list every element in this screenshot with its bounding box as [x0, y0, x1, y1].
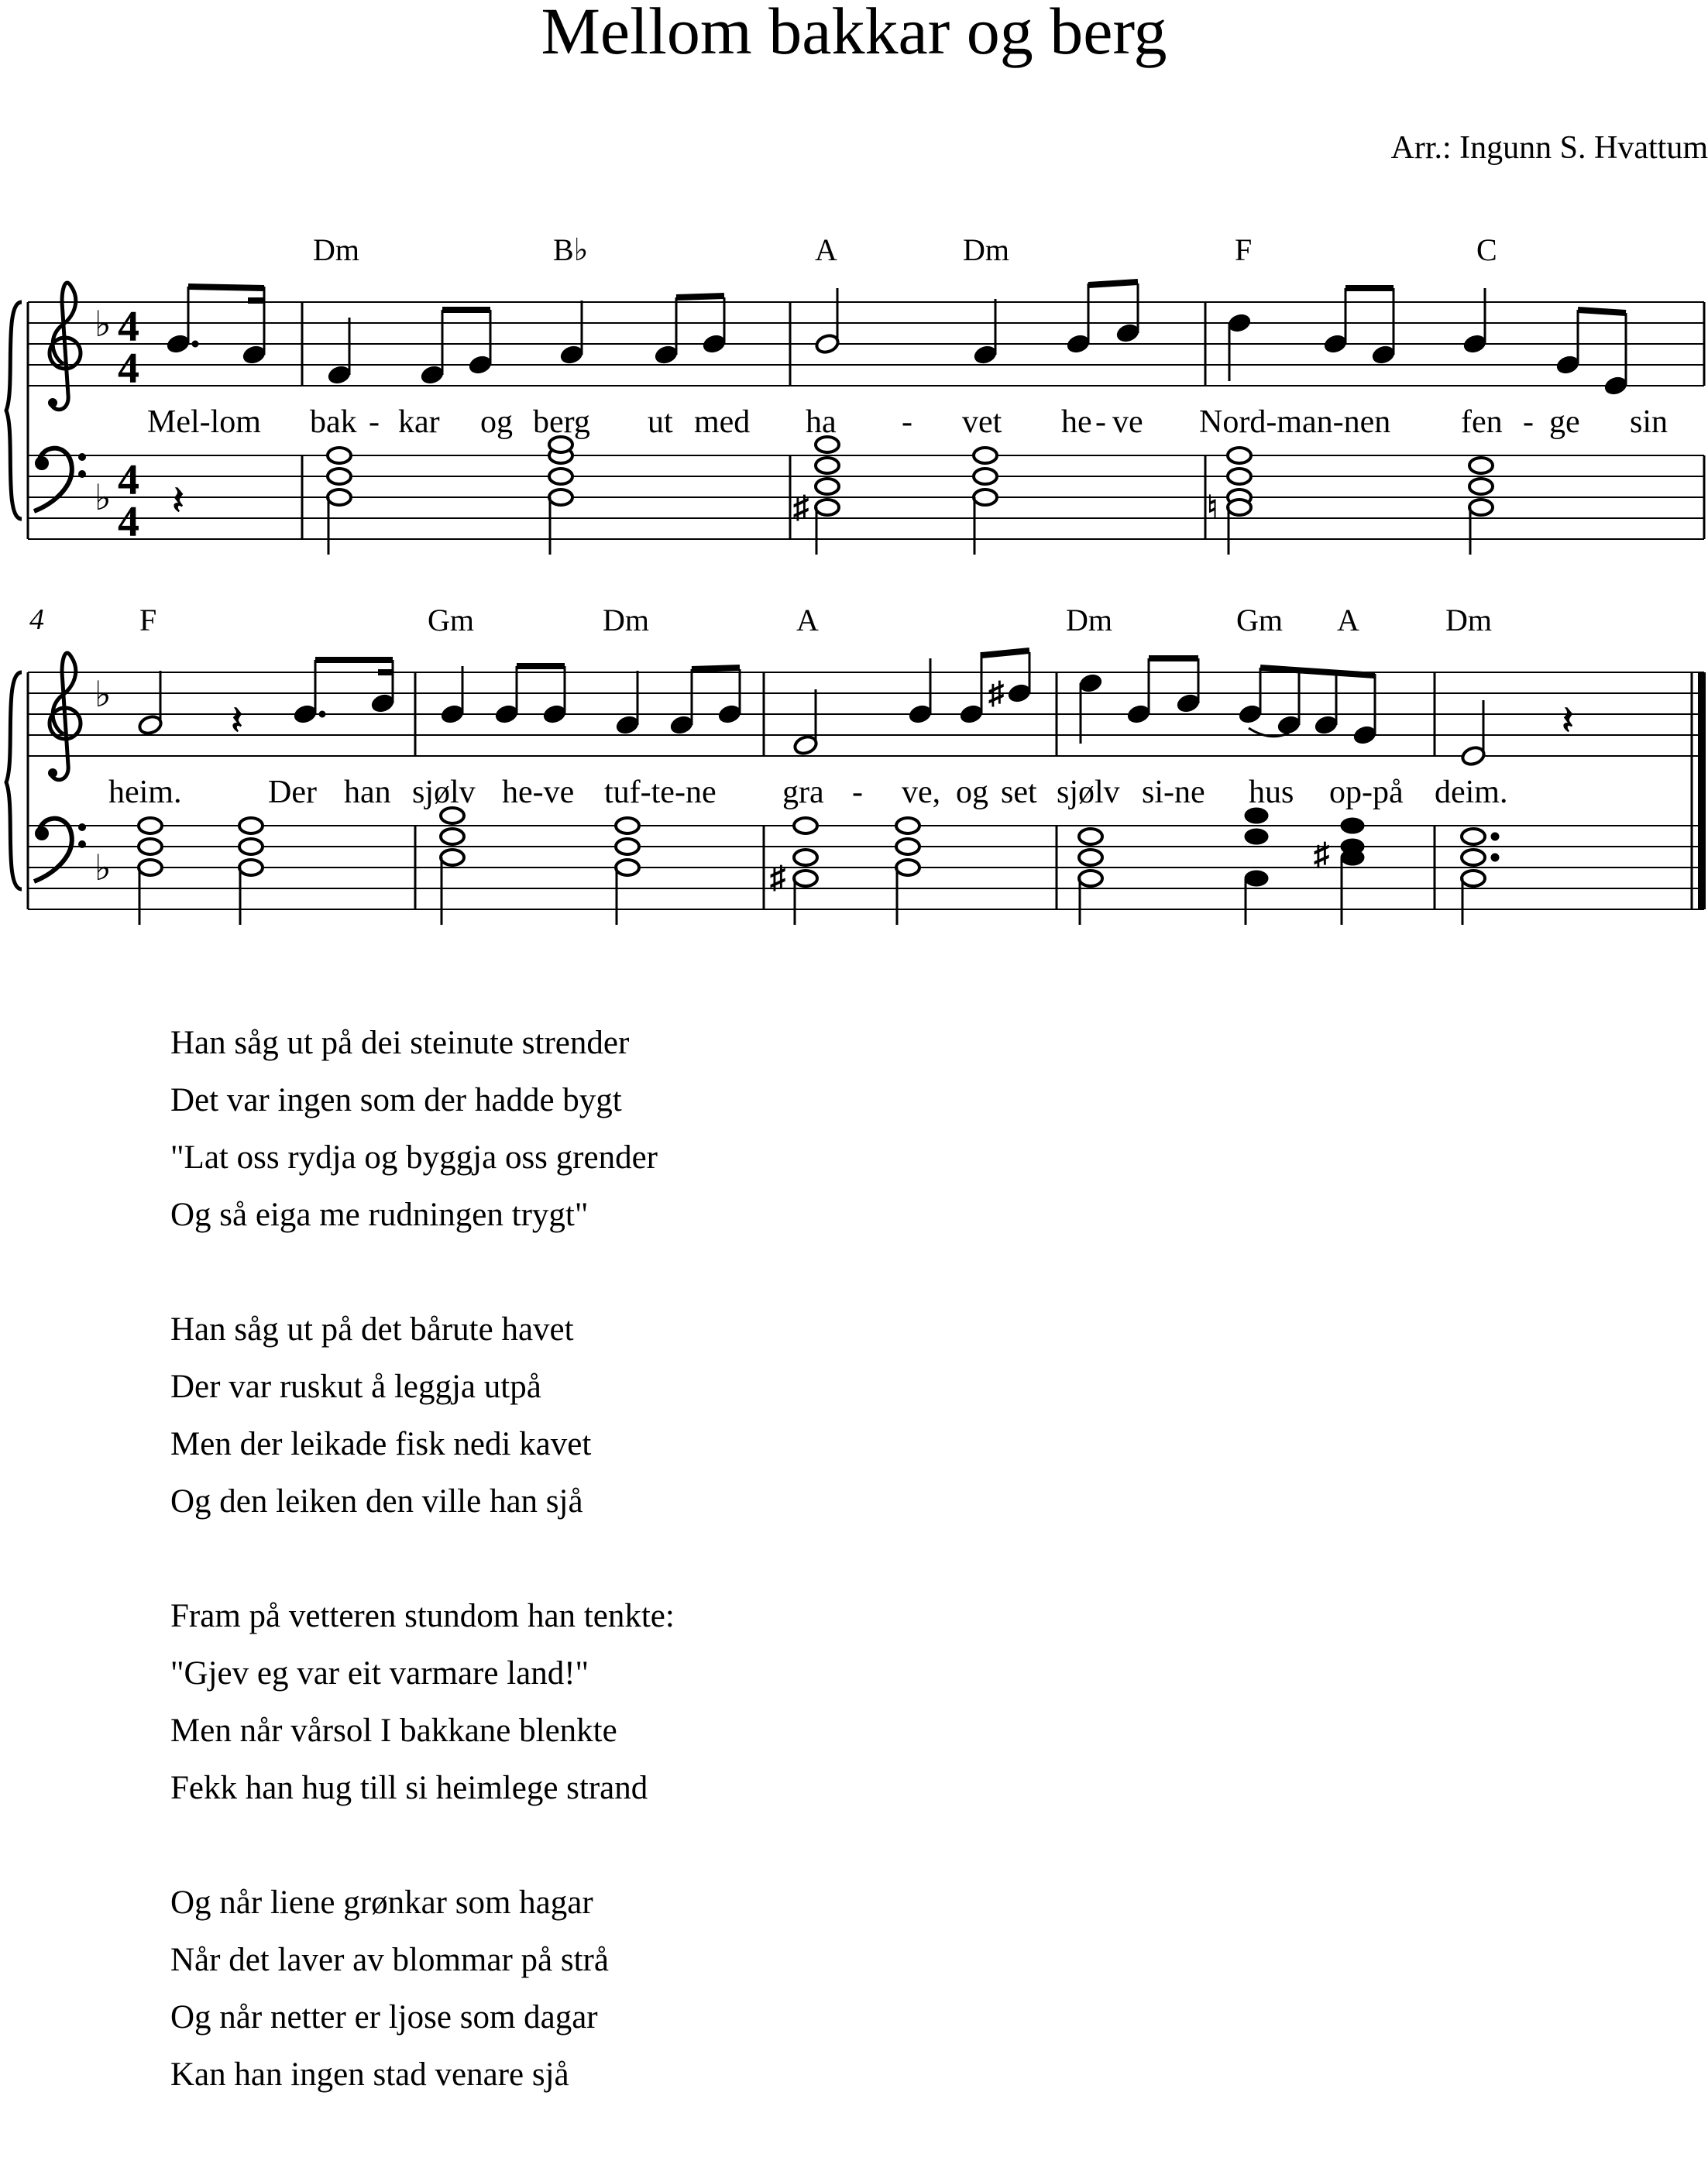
verse-line: "Gjev eg var eit varmare land!" — [170, 1655, 589, 1692]
chord-symbol: Gm — [1236, 603, 1283, 637]
lyric-syllable: he-ve — [502, 775, 575, 810]
verse-line: Han såg ut på det bårute havet — [170, 1311, 574, 1348]
verse-line: Fram på vetteren stundom han tenkte: — [170, 1598, 675, 1634]
chord-symbol: A — [815, 232, 837, 267]
lyric-syllable: gra — [782, 775, 824, 810]
verse-line: Han såg ut på dei steinute strender — [170, 1025, 630, 1061]
bass-staff — [28, 455, 1704, 539]
barlines — [28, 302, 1704, 539]
bass-chords — [172, 437, 1493, 555]
quarter-rest: 𝄽 — [1562, 699, 1574, 744]
verse-line: Fekk han hug till si heimlege strand — [170, 1770, 648, 1806]
lyric-syllable: han — [344, 775, 391, 810]
lyric-syllable: - — [369, 404, 380, 440]
lyric-syllable: he — [1061, 404, 1092, 440]
lyric-syllable: deim. — [1435, 775, 1508, 810]
treble-staff — [28, 302, 1704, 386]
lyric-syllable: sjølv — [412, 775, 476, 810]
staff-system-2 — [6, 603, 1706, 925]
chord-symbol: A — [1337, 603, 1359, 637]
stanza-4 — [170, 1588, 1332, 1817]
chord-symbol: Dm — [603, 603, 649, 637]
treble-staff — [28, 672, 1704, 756]
chord-symbol: F — [1235, 232, 1253, 267]
lyric-syllable: Nord-man-nen — [1199, 404, 1391, 440]
verse-line: Og så eiga me rudningen trygt" — [170, 1197, 589, 1233]
lyric-syllable: - — [852, 775, 863, 810]
chord-symbol: Dm — [1066, 603, 1112, 637]
svg-text:4: 4 — [118, 345, 139, 393]
verse-line: Men når vårsol I bakkane blenkte — [170, 1713, 617, 1749]
verse-line: Det var ingen som der hadde bygt — [170, 1082, 622, 1118]
stanza-3 — [170, 1301, 1332, 1531]
verse-line: Men der leikade fisk nedi kavet — [170, 1426, 592, 1462]
lyric-syllable: og — [480, 404, 513, 440]
lyric-syllable: kar — [398, 404, 440, 440]
sharp-sign: ♯ — [793, 490, 809, 524]
brace — [6, 302, 22, 519]
lyric-syllable: Der — [268, 775, 317, 810]
verse-line: Og når liene grønkar som hagar — [170, 1884, 593, 1921]
lyric-syllable: berg — [533, 404, 590, 440]
bass-staff — [28, 826, 1704, 909]
lyrics-line-1 — [147, 404, 1668, 440]
flat-sign: ♭ — [95, 478, 112, 517]
lyric-syllable: sin — [1630, 404, 1668, 440]
lyric-syllable: hus — [1249, 775, 1294, 810]
lyric-syllable: ve — [1112, 404, 1143, 440]
bass-clef — [34, 819, 86, 881]
lyric-syllable: tuf-te-ne — [604, 775, 717, 810]
svg-text:4: 4 — [118, 303, 139, 351]
lyric-syllable: ge — [1549, 404, 1580, 440]
chord-symbol: Dm — [313, 232, 359, 267]
chord-symbol: B♭ — [553, 232, 589, 267]
svg-text:4: 4 — [118, 456, 139, 504]
verse-line: "Lat oss rydja og byggja oss grender — [170, 1139, 658, 1176]
lyric-syllable: op-på — [1329, 775, 1404, 810]
flat-sign: ♭ — [95, 848, 112, 888]
svg-text:4: 4 — [118, 498, 139, 546]
lyric-syllable: ve, — [902, 775, 941, 810]
measure-number: 4 — [29, 603, 44, 636]
lyric-syllable: og — [956, 775, 988, 810]
chord-symbol: Dm — [963, 232, 1009, 267]
lyrics-line-2 — [108, 775, 1507, 810]
stanza-5 — [170, 1874, 1332, 2104]
verse-line: Kan han ingen stad venare sjå — [170, 2056, 569, 2093]
stanza-2 — [170, 1015, 1332, 1244]
lyric-syllable: vet — [962, 404, 1002, 440]
quarter-rest: 𝄽 — [172, 479, 184, 524]
sharp-sign: ♯ — [1314, 837, 1329, 871]
lyric-syllable: heim. — [108, 775, 182, 810]
lyric-syllable: - — [1523, 404, 1534, 440]
bass-clef — [34, 448, 86, 511]
sharp-sign: ♯ — [988, 675, 1004, 710]
lyric-syllable: ut — [648, 404, 673, 440]
verse-text — [170, 1015, 1332, 2161]
time-signature — [118, 303, 139, 546]
chord-symbol: Dm — [1445, 603, 1492, 637]
chord-symbol: C — [1476, 232, 1497, 267]
verse-line: Og den leiken den ville han sjå — [170, 1483, 583, 1520]
quarter-rest: 𝄽 — [231, 699, 243, 744]
lyric-syllable: - — [1095, 404, 1106, 440]
lyric-syllable: fen — [1461, 404, 1503, 440]
verse-line: Der var ruskut å leggja utpå — [170, 1369, 541, 1405]
staff-system-1 — [6, 232, 1704, 555]
chord-symbol: F — [139, 603, 157, 637]
chord-symbol: Gm — [428, 603, 474, 637]
natural-sign: ♮ — [1207, 490, 1218, 524]
flat-sign: ♭ — [95, 304, 112, 344]
song-title: Mellom bakkar og berg — [541, 0, 1167, 68]
chord-symbol: A — [796, 603, 819, 637]
lyric-syllable: ha — [806, 404, 837, 440]
final-barline — [1698, 672, 1706, 909]
sheet-music-score — [0, 0, 1708, 968]
lyric-syllable: si-ne — [1142, 775, 1205, 810]
verse-line: Og når netter er ljose som dagar — [170, 1999, 598, 2036]
brace — [6, 672, 22, 889]
lyric-syllable: bak — [310, 404, 357, 440]
lyric-syllable: set — [1001, 775, 1037, 810]
lyric-syllable: Mel-lom — [147, 404, 261, 440]
melody-notes — [137, 651, 1573, 767]
lyric-syllable: sjølv — [1057, 775, 1120, 810]
lyric-syllable: - — [902, 404, 912, 440]
flat-sign: ♭ — [95, 675, 112, 714]
arranger-credit: Arr.: Ingunn S. Hvattum — [1390, 130, 1708, 166]
verse-line: Når det laver av blommar på strå — [170, 1942, 609, 1978]
melody-notes — [165, 282, 1631, 397]
lyric-syllable: med — [694, 404, 751, 440]
sharp-sign: ♯ — [770, 860, 785, 895]
